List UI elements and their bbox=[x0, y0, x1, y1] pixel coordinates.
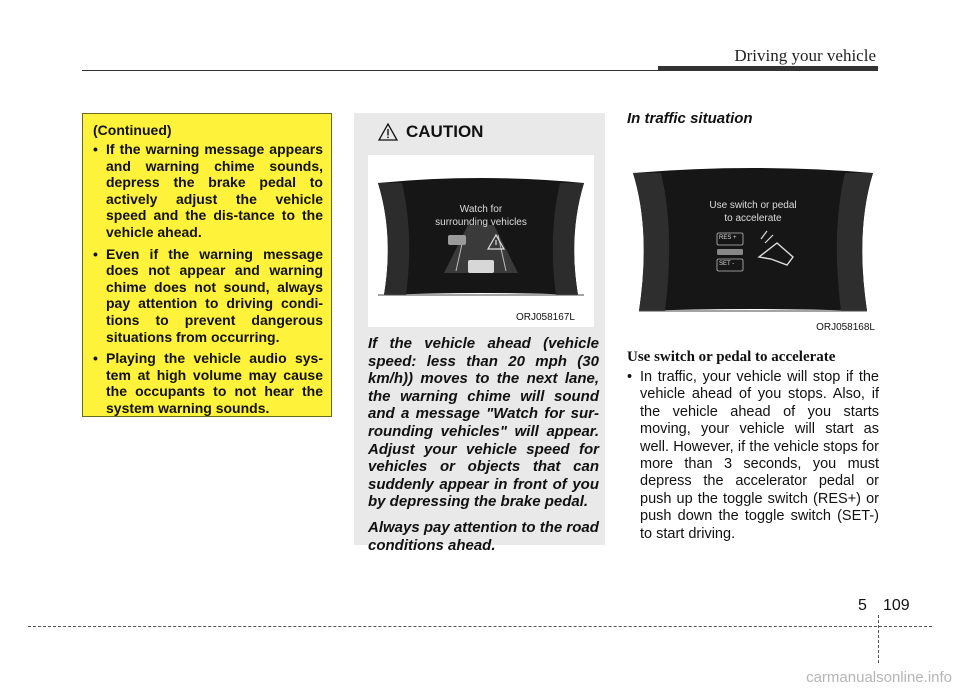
warning-triangle-icon bbox=[378, 123, 398, 141]
bullet-glyph: • bbox=[93, 141, 98, 157]
bullet-glyph: • bbox=[93, 245, 98, 262]
subheading: Use switch or pedal to accelerate bbox=[627, 349, 836, 365]
cluster-message: Use switch or pedal to accelerate bbox=[709, 200, 797, 224]
figure-caption: ORJ058167L bbox=[516, 312, 575, 323]
list-item: • Even if the warning message does not appear and warning chime does not sound, always pay attention to driving condi-tions to prevent dangerous situations from occurring. bbox=[93, 245, 323, 345]
bullet-glyph: • bbox=[93, 350, 98, 367]
watermark: carmanualsonline.info bbox=[806, 669, 952, 686]
section-title: In traffic situation bbox=[627, 110, 753, 127]
list-item: • Playing the vehicle audio sys-tem at high volume may cause the occupants to not hear the system warning sounds. bbox=[93, 350, 323, 416]
set-switch-label: SET - bbox=[719, 261, 735, 267]
footer-rule bbox=[28, 626, 932, 627]
continued-list bbox=[93, 141, 323, 417]
caution-label: CAUTION bbox=[406, 122, 484, 141]
cluster-figure-watch bbox=[368, 155, 594, 327]
warning-continued-box bbox=[82, 113, 332, 417]
continued-heading: (Continued) bbox=[93, 122, 172, 138]
list-item: • If the warning message appears and warning chime sounds, depress the brake pedal to actively adjust the vehicle speed and the dis-tance to the vehicle ahead. bbox=[93, 141, 323, 240]
page-number: 109 bbox=[883, 597, 910, 614]
cluster-figure-accelerate bbox=[627, 139, 879, 337]
cluster-display-image bbox=[627, 139, 879, 337]
header-rule-accent bbox=[658, 66, 878, 71]
cluster-message: Watch for surrounding vehicles bbox=[435, 204, 527, 228]
footer-divider bbox=[878, 615, 879, 663]
figure-caption: ORJ058168L bbox=[816, 322, 875, 333]
caution-header bbox=[368, 121, 599, 143]
chapter-title: Driving your vehicle bbox=[734, 46, 876, 65]
caution-paragraph: If the vehicle ahead (vehicle speed: less than 20 mph (30 km/h)) moves to the next lane, the warning chime will sound and a message "Watch for sur-rounding vehicles" will appear. Adjust your vehicle speed for vehicles or objects that can suddenly appear in front of you by depressing the brake pedal. bbox=[368, 335, 599, 511]
caution-paragraph-road: Always pay attention to the road conditions ahead. bbox=[368, 518, 599, 554]
cluster-display-image bbox=[368, 155, 594, 327]
list-item: • In traffic, your vehicle will stop if the vehicle ahead of you stops. Also, if the vehicle ahead of you starts moving, your vehicle will start as well. However, if the vehicle stops for more than 3 seconds, you must depress the accelerator pedal or push up the toggle switch (RES+) or push down the toggle switch (SET-) to start driving. bbox=[627, 369, 879, 542]
traffic-section bbox=[627, 110, 879, 543]
chapter-number: 5 bbox=[858, 597, 867, 614]
bullet-glyph: • bbox=[627, 369, 633, 385]
res-switch-label: RES + bbox=[719, 235, 737, 241]
caution-box bbox=[354, 113, 605, 554]
